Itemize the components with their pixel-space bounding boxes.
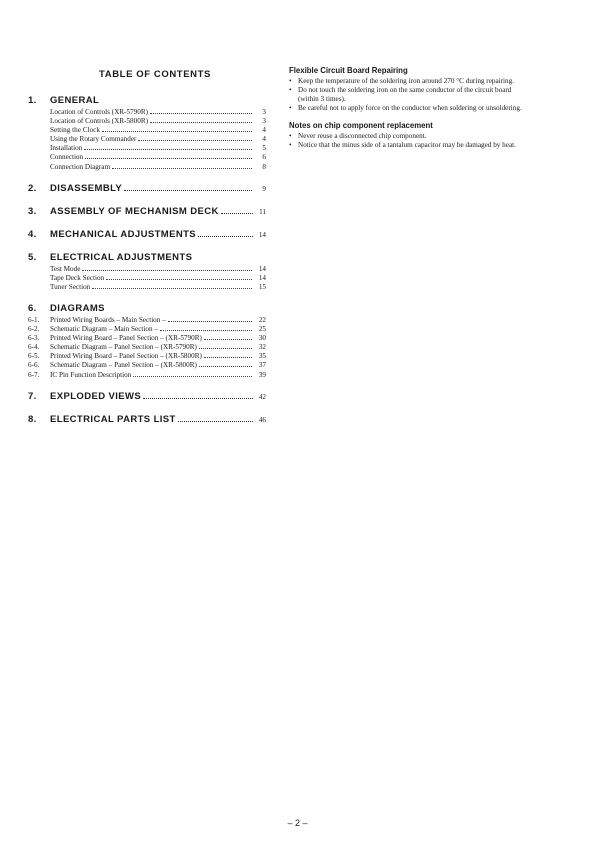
toc-entry[interactable]: 6-1. Printed Wiring Boards – Main Section – 22 <box>28 315 266 324</box>
entry-page: 5 <box>262 144 266 153</box>
toc-entry[interactable]: 6-3. Printed Wiring Board – Panel Section – (XR-5790R) 30 <box>28 334 266 343</box>
toc-entry[interactable]: 6-5. Printed Wiring Board – Panel Section – (XR-5800R) 35 <box>28 352 266 361</box>
toc-section-general <box>28 95 266 172</box>
entry-number: 6-7. <box>28 370 40 379</box>
entry-page: 14 <box>258 264 266 273</box>
section-number: 1. <box>28 95 37 106</box>
toc-entry[interactable]: Location of Controls (XR-5790R) 3 <box>50 108 266 116</box>
entry-page: 8 <box>262 162 266 171</box>
toc-section-diagrams <box>28 303 266 380</box>
section-page: 14 <box>258 230 266 239</box>
section-title: DISASSEMBLY <box>50 182 123 194</box>
section-title: GENERAL <box>50 95 100 106</box>
entry-page: 15 <box>258 282 266 291</box>
toc-entry[interactable]: Test Mode 14 <box>50 264 266 273</box>
entry-page: 4 <box>262 135 266 144</box>
note-bullet: • Keep the temperature of the soldering iron around 270 °C during repairing. <box>289 77 515 85</box>
toc-section-heading[interactable] <box>28 229 266 241</box>
toc-entry[interactable]: Tuner Section 15 <box>50 282 266 291</box>
toc-entry[interactable]: Using the Rotary Commander 4 <box>50 135 266 144</box>
toc-entry[interactable]: Connection Diagram 8 <box>50 162 266 171</box>
toc-section-heading[interactable] <box>28 303 266 315</box>
toc-entry[interactable]: Installation 5 <box>50 144 266 153</box>
toc-entry[interactable]: 6-4. Schematic Diagram – Panel Section – (XR-5790R) 32 <box>28 343 266 352</box>
note-bullet: • Notice that the minus side of a tantalum capacitor may be damaged by heat. <box>289 141 516 150</box>
entry-number: 6-5. <box>28 352 40 361</box>
toc-section-heading[interactable] <box>28 95 266 107</box>
section-title: ELECTRICAL PARTS LIST <box>50 413 176 425</box>
section-page: 42 <box>258 392 266 401</box>
table-of-contents <box>28 64 266 437</box>
section-page: 9 <box>262 184 266 193</box>
toc-entry[interactable]: 6-6. Schematic Diagram – Panel Section – (XR-5800R) 37 <box>28 361 266 370</box>
section-page: 11 <box>259 207 266 216</box>
entry-page: 32 <box>258 343 266 352</box>
note-bullet: • Never reuse a disconnected chip component. <box>289 132 427 141</box>
toc-entry[interactable]: Tape Deck Section 14 <box>50 273 266 282</box>
section-title: MECHANICAL ADJUSTMENTS <box>50 228 197 240</box>
section-number: 2. <box>28 182 37 194</box>
section-number: 5. <box>28 251 37 263</box>
entry-number: 6-6. <box>28 361 40 370</box>
section-number: 6. <box>28 302 37 314</box>
note-chip-replacement <box>289 121 533 150</box>
entry-number: 6-3. <box>28 334 40 343</box>
entry-page: 25 <box>258 325 266 334</box>
section-title: ELECTRICAL ADJUSTMENTS <box>50 251 193 263</box>
entry-page: 37 <box>258 361 266 370</box>
toc-section-heading[interactable] <box>28 252 266 264</box>
toc-section-heading[interactable] <box>28 391 266 403</box>
toc-entry[interactable]: Setting the Clock 4 <box>50 126 266 135</box>
toc-section-parts-list <box>28 414 266 426</box>
toc-entry[interactable]: 6-7. IC Pin Function Description 39 <box>28 370 266 379</box>
page-number: – 2 – <box>287 818 308 828</box>
toc-section-mechanical <box>28 229 266 241</box>
note-heading: Notes on chip component replacement <box>289 121 433 131</box>
toc-section-exploded-views <box>28 391 266 403</box>
entry-page: 3 <box>262 117 266 126</box>
toc-title: TABLE OF CONTENTS <box>99 69 211 80</box>
toc-section-assembly <box>28 206 266 218</box>
section-title: ASSEMBLY OF MECHANISM DECK <box>50 205 219 217</box>
toc-section-disassembly <box>28 183 266 195</box>
entry-page: 35 <box>258 352 266 361</box>
toc-entry[interactable]: Connection 6 <box>50 153 266 162</box>
toc-section-heading[interactable] <box>28 414 266 426</box>
entry-number: 6-2. <box>28 325 40 334</box>
note-bullet: • Be careful not to apply force on the conductor when soldering or unsoldering. <box>289 104 522 113</box>
note-heading: Flexible Circuit Board Repairing <box>289 66 408 75</box>
entry-number: 6-4. <box>28 343 40 352</box>
section-number: 8. <box>28 413 37 425</box>
toc-section-heading[interactable] <box>28 206 266 218</box>
section-title: DIAGRAMS <box>50 302 105 314</box>
note-flexible-board <box>289 66 533 113</box>
entry-page: 22 <box>258 315 266 324</box>
toc-section-electrical <box>28 252 266 292</box>
section-page: 46 <box>258 415 266 424</box>
entry-page: 6 <box>262 153 266 162</box>
service-notes <box>289 66 533 159</box>
note-bullet: • Do not touch the soldering iron on the same conductor of the circuit board (within 3 times). <box>289 86 512 104</box>
entry-number: 6-1. <box>28 315 40 324</box>
entry-page: 4 <box>262 126 266 135</box>
section-number: 4. <box>28 228 37 240</box>
section-number: 3. <box>28 205 37 217</box>
section-number: 7. <box>28 390 37 402</box>
toc-entry[interactable]: Location of Controls (XR-5800R) 3 <box>50 117 266 126</box>
entry-page: 3 <box>262 108 266 116</box>
entry-page: 39 <box>258 370 266 379</box>
toc-section-heading[interactable] <box>28 183 266 195</box>
toc-entry[interactable]: 6-2. Schematic Diagram – Main Section – 25 <box>28 325 266 334</box>
entry-page: 14 <box>258 273 266 282</box>
entry-page: 30 <box>258 334 266 343</box>
section-title: EXPLODED VIEWS <box>50 390 142 402</box>
